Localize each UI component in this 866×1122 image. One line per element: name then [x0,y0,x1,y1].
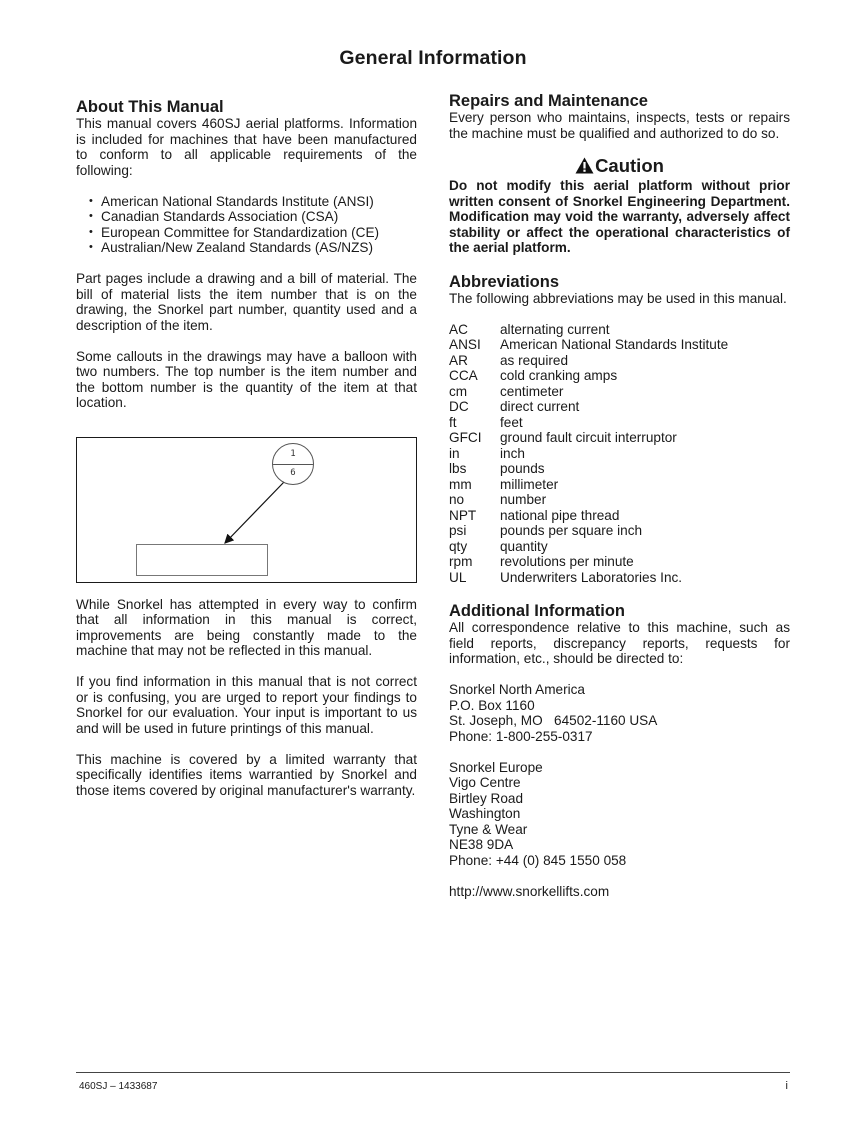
abbreviation-meaning: as required [500,352,569,368]
abbreviation-meaning: feet [500,414,523,430]
abbreviation: ANSI [449,337,481,352]
abbreviation: GFCI [449,430,482,445]
report-paragraph: If you find information in this manual that is not correct or is confusing, you are urged to report your findings to Snorkel for our evaluation. Your input is important to us and will be used in future printings of this manual. [76,674,417,736]
abbreviation: no [449,492,465,507]
abbreviations-heading: Abbreviations [449,272,560,291]
disclaimer-paragraph: While Snorkel has attempted in every way to confirm that all information in this manual is correct, improvements are being constantly made to the machine that may not be reflected in this manual. [76,596,417,658]
about-intro: This manual covers 460SJ aerial platforms. Information is included for machines that have been manufactured to conform to all applicable requirements of the following: [76,116,417,178]
abbreviation-meaning: cold cranking amps [500,368,618,383]
address-line: Tyne & Wear [449,821,528,837]
part-placeholder-box [136,544,268,576]
abbreviation-row [449,570,790,586]
abbreviation-meaning: millimeter [500,476,559,492]
abbreviation-row [449,539,790,555]
standards-item: • Australian/New Zealand Standards (AS/NZS) [89,240,417,256]
abbreviation: psi [449,523,467,538]
right-column [449,92,790,899]
abbreviation: ft [449,414,457,430]
website-link[interactable]: http://www.snorkellifts.com [449,883,610,899]
about-heading: About This Manual [76,98,224,116]
address-line: P.O. Box 1160 [449,697,535,713]
address-line: Washington [449,806,521,821]
warranty-paragraph: This machine is covered by a limited warranty that specifically identifies items warrantied by Snorkel and those items covered by original manufacturer's warranty. [76,751,417,798]
phone-line: Phone: 1-800-255-0317 [449,728,593,744]
abbreviation-row [449,368,790,384]
callouts-paragraph: Some callouts in the drawings may have a balloon with two numbers. The top number is the item number and the bottom number is the quantity of the item at that location. [76,348,417,410]
abbreviation: NPT [449,507,477,523]
abbreviation-row [449,554,790,570]
abbreviation-row [449,399,790,415]
additional-info-heading: Additional Information [449,602,625,620]
caution-body: Do not modify this aerial platform without prior written consent of Snorkel Engineering Department. Modification may void the warranty, adversely affect stability or affect the operational characteristics of the aerial platform. [449,178,790,255]
abbreviation: AC [449,321,468,337]
abbreviation: lbs [449,461,467,476]
abbreviation-row [449,508,790,524]
north-america-address [449,682,790,744]
item-balloon [272,443,314,485]
abbreviation-meaning: Underwriters Laboratories Inc. [500,569,683,585]
abbreviation: AR [449,352,468,368]
abbreviation-row [449,523,790,539]
abbreviation-row [449,430,790,446]
caution-title [449,156,790,178]
callout-balloon-figure [76,437,417,583]
footer-divider [76,1072,790,1073]
abbreviation: cm [449,383,468,399]
abbreviation-meaning: national pipe thread [500,507,620,523]
address-line: Birtley Road [449,790,524,806]
caution-label: Caution [595,155,664,176]
phone-line: Phone: +44 (0) 845 1550 058 [449,852,627,868]
abbreviation-meaning: centimeter [500,383,564,399]
abbreviation-row [449,461,790,477]
abbreviation-meaning: alternating current [500,321,610,337]
abbreviation-meaning: inch [500,445,525,461]
abbreviation: in [449,445,460,461]
address-line: Snorkel North America [449,682,585,697]
left-column [76,98,417,798]
address-line: St. Joseph, MO 64502-1160 USA [449,713,658,728]
additional-info-body: All correspondence relative to this machine, such as field reports, discrepancy reports, requests for information, etc., should be directed to: [449,620,790,666]
balloon-item-number: 1 [290,448,296,459]
standards-list [76,194,417,256]
abbreviation-meaning: revolutions per minute [500,554,634,569]
repairs-heading: Repairs and Maintenance [449,92,648,110]
abbreviation: CCA [449,368,478,383]
abbreviations-list [449,322,790,586]
balloon-quantity: 6 [290,467,296,478]
part-pages-paragraph: Part pages include a drawing and a bill of material. The bill of material lists the item number that is on the drawing, the Snorkel part number, quantity used and a description of the item. [76,271,417,333]
abbreviation-row [449,384,790,400]
abbreviation-meaning: number [500,492,547,507]
abbreviation-row [449,415,790,431]
europe-address [449,760,790,869]
abbreviation-row [449,492,790,508]
abbreviation: DC [449,399,469,414]
abbreviation: rpm [449,554,473,569]
page-title: General Information [339,47,527,69]
repairs-body: Every person who maintains, inspects, tests or repairs the machine must be qualified and authorized to do so. [449,110,790,141]
warning-triangle-icon [575,157,594,178]
abbreviations-intro: The following abbreviations may be used in this manual. [449,290,787,306]
abbreviation-meaning: pounds per square inch [500,523,643,538]
address-line: Vigo Centre [449,775,521,790]
footer-doc-id: 460SJ – 1433687 [79,1081,158,1092]
standards-item: • Canadian Standards Association (CSA) [89,209,417,225]
abbreviation-row [449,353,790,369]
footer-page-number: i [785,1080,788,1092]
abbreviation: qty [449,538,468,554]
abbreviation: mm [449,476,472,492]
abbreviation: UL [449,569,467,585]
address-line: Snorkel Europe [449,759,543,775]
standards-item: • European Committee for Standardization (CE) [89,225,417,241]
abbreviation-meaning: pounds [500,461,545,476]
abbreviation-row [449,446,790,462]
abbreviation-meaning: ground fault circuit interruptor [500,430,677,445]
abbreviation-meaning: American National Standards Institute [500,337,729,352]
abbreviation-row [449,322,790,338]
abbreviation-row [449,337,790,353]
abbreviation-meaning: quantity [500,538,548,554]
abbreviation-meaning: direct current [500,399,580,414]
abbreviation-row [449,477,790,493]
standards-item: • American National Standards Institute (ANSI) [89,194,417,210]
address-line: NE38 9DA [449,837,514,852]
